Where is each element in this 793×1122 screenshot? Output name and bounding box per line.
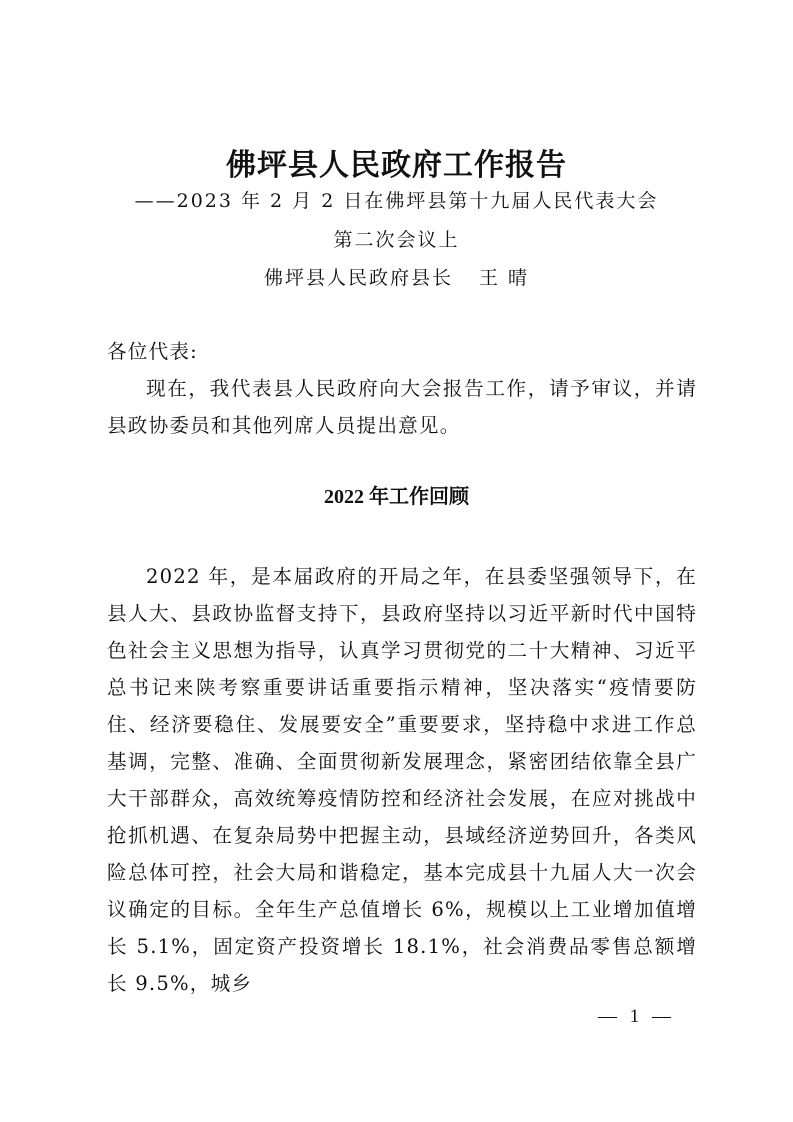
section-heading: 2022 年工作回顾 <box>324 486 469 508</box>
review-paragraph-block <box>107 558 697 1002</box>
author-name: 王 晴 <box>478 267 530 289</box>
greeting: 各位代表: <box>107 340 198 363</box>
page-number: — 1 — <box>598 1006 675 1027</box>
report-subtitle-line2: 第二次会议上 <box>333 229 460 251</box>
intro-paragraph: 现在，我代表县人民政府向大会报告工作，请予审议，并请县政协委员和其他列席人员提出意见。 <box>107 377 697 437</box>
report-author <box>0 263 793 290</box>
report-title: 佛坪县人民政府工作报告 <box>226 148 567 183</box>
review-paragraph: 2022 年，是本届政府的开局之年，在县委坚强领导下，在县人大、县政协监督支持下，县政府坚持以习近平新时代中国特色社会主义思想为指导，认真学习贯彻党的二十大精神、习近平总书记来陕考察重要讲话重要指示精神，坚决落实“疫情要防住、经济要稳住、发展要安全”重要要求，坚持稳中求进工作总基调，完整、准确、全面贯彻新发展理念，紧密团结依靠全县广大干部群众，高效统筹疫情防控和经济社会发展，在应对挑战中抢抓机遇、在复杂局势中把握主动，县域经济逆势回升，各类风险总体可控，社会大局和谐稳定，基本完成县十九届人大一次会议确定的目标。全年生产总值增长 6%，规模以上工业增加值增长 5.1%，固定资产投资增长 18.1%，社会消费品零售总额增长 9.5%，城乡 <box>107 565 697 995</box>
intro-paragraph-block <box>107 370 697 444</box>
report-subtitle-line1: ——2023 年 2 月 2 日在佛坪县第十九届人民代表大会 <box>134 190 659 212</box>
author-role: 佛坪县人民政府县长 <box>263 267 453 289</box>
